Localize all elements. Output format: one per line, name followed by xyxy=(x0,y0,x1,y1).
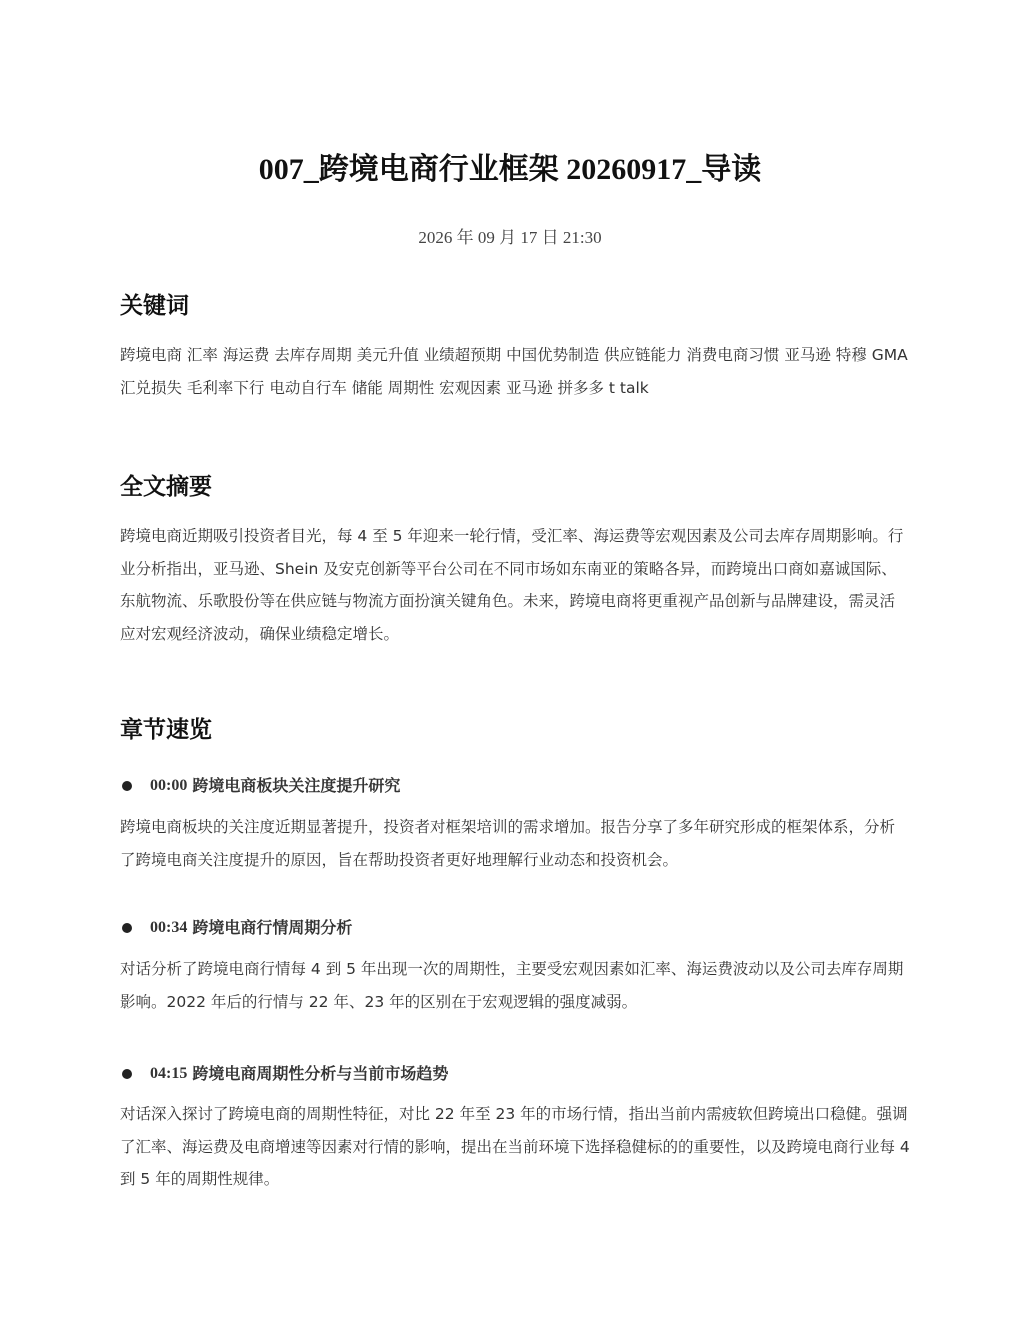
chapter-3-title-text: 跨境电商周期性分析与当前市场趋势 xyxy=(192,1064,449,1083)
bullet-icon xyxy=(122,923,132,933)
chapter-2-title-text: 跨境电商行情周期分析 xyxy=(192,918,353,937)
chapters-heading: 章节速览 xyxy=(120,717,212,743)
summary-text: 跨境电商近期吸引投资者目光，每 4 至 5 年迎来一轮行情，受汇率、海运费等宏观因素及公司去库存周期影响。行业分析指出，亚马逊、Shein 及安克创新等平台公司在不同市场如东南亚的策略各异，而跨境出口商如嘉诚国际、东航物流、乐歌股份等在供应链与物流方面扮演关键角色。未来，跨境电商将更重视产品创新与品牌建设，需灵活应对宏观经济波动，确保业绩稳定增长。 xyxy=(120,527,904,643)
chapter-3-text: 对话深入探讨了跨境电商的周期性特征，对比 22 年至 23 年的市场行情，指出当前内需疲软但跨境出口稳健。强调了汇率、海运费及电商增速等因素对行情的影响，提出在当前环境下选择稳健标的的重要性，以及跨境电商行业每 4 到 5 年的周期性规律。 xyxy=(120,1105,910,1188)
bullet-icon xyxy=(122,1069,132,1079)
chapter-3-time: 04:15 xyxy=(150,1065,188,1082)
chapter-1-title-text: 跨境电商板块关注度提升研究 xyxy=(192,776,401,795)
keywords-text: 跨境电商 汇率 海运费 去库存周期 美元升值 业绩超预期 中国优势制造 供应链能力 消费电商习惯 亚马逊 特穆 GMA 汇兑损失 毛利率下行 电动自行车 储能 周期性 宏观因素 亚马逊 拼多多 t talk xyxy=(120,346,908,397)
chapter-2-title xyxy=(120,915,910,941)
bullet-icon xyxy=(122,781,132,791)
document-title: 007_跨境电商行业框架 20260917_导读 xyxy=(258,153,762,186)
chapter-2-text: 对话分析了跨境电商行情每 4 到 5 年出现一次的周期性，主要受宏观因素如汇率、海运费波动以及公司去库存周期影响。2022 年后的行情与 22 年、23 年的区别在于宏观逻辑的强度减弱。 xyxy=(120,960,904,1011)
chapter-1-time: 00:00 xyxy=(150,777,188,794)
chapter-1-title xyxy=(120,773,910,799)
chapter-1-text: 跨境电商板块的关注度近期显著提升，投资者对框架培训的需求增加。报告分享了多年研究形成的框架体系，分析了跨境电商关注度提升的原因，旨在帮助投资者更好地理解行业动态和投资机会。 xyxy=(120,818,896,869)
chapter-2-time: 00:34 xyxy=(150,919,188,936)
keywords-heading: 关键词 xyxy=(120,293,189,319)
document-date: 2026 年 09 月 17 日 21:30 xyxy=(418,228,602,247)
chapter-3-title xyxy=(120,1061,910,1087)
summary-heading: 全文摘要 xyxy=(120,474,212,500)
